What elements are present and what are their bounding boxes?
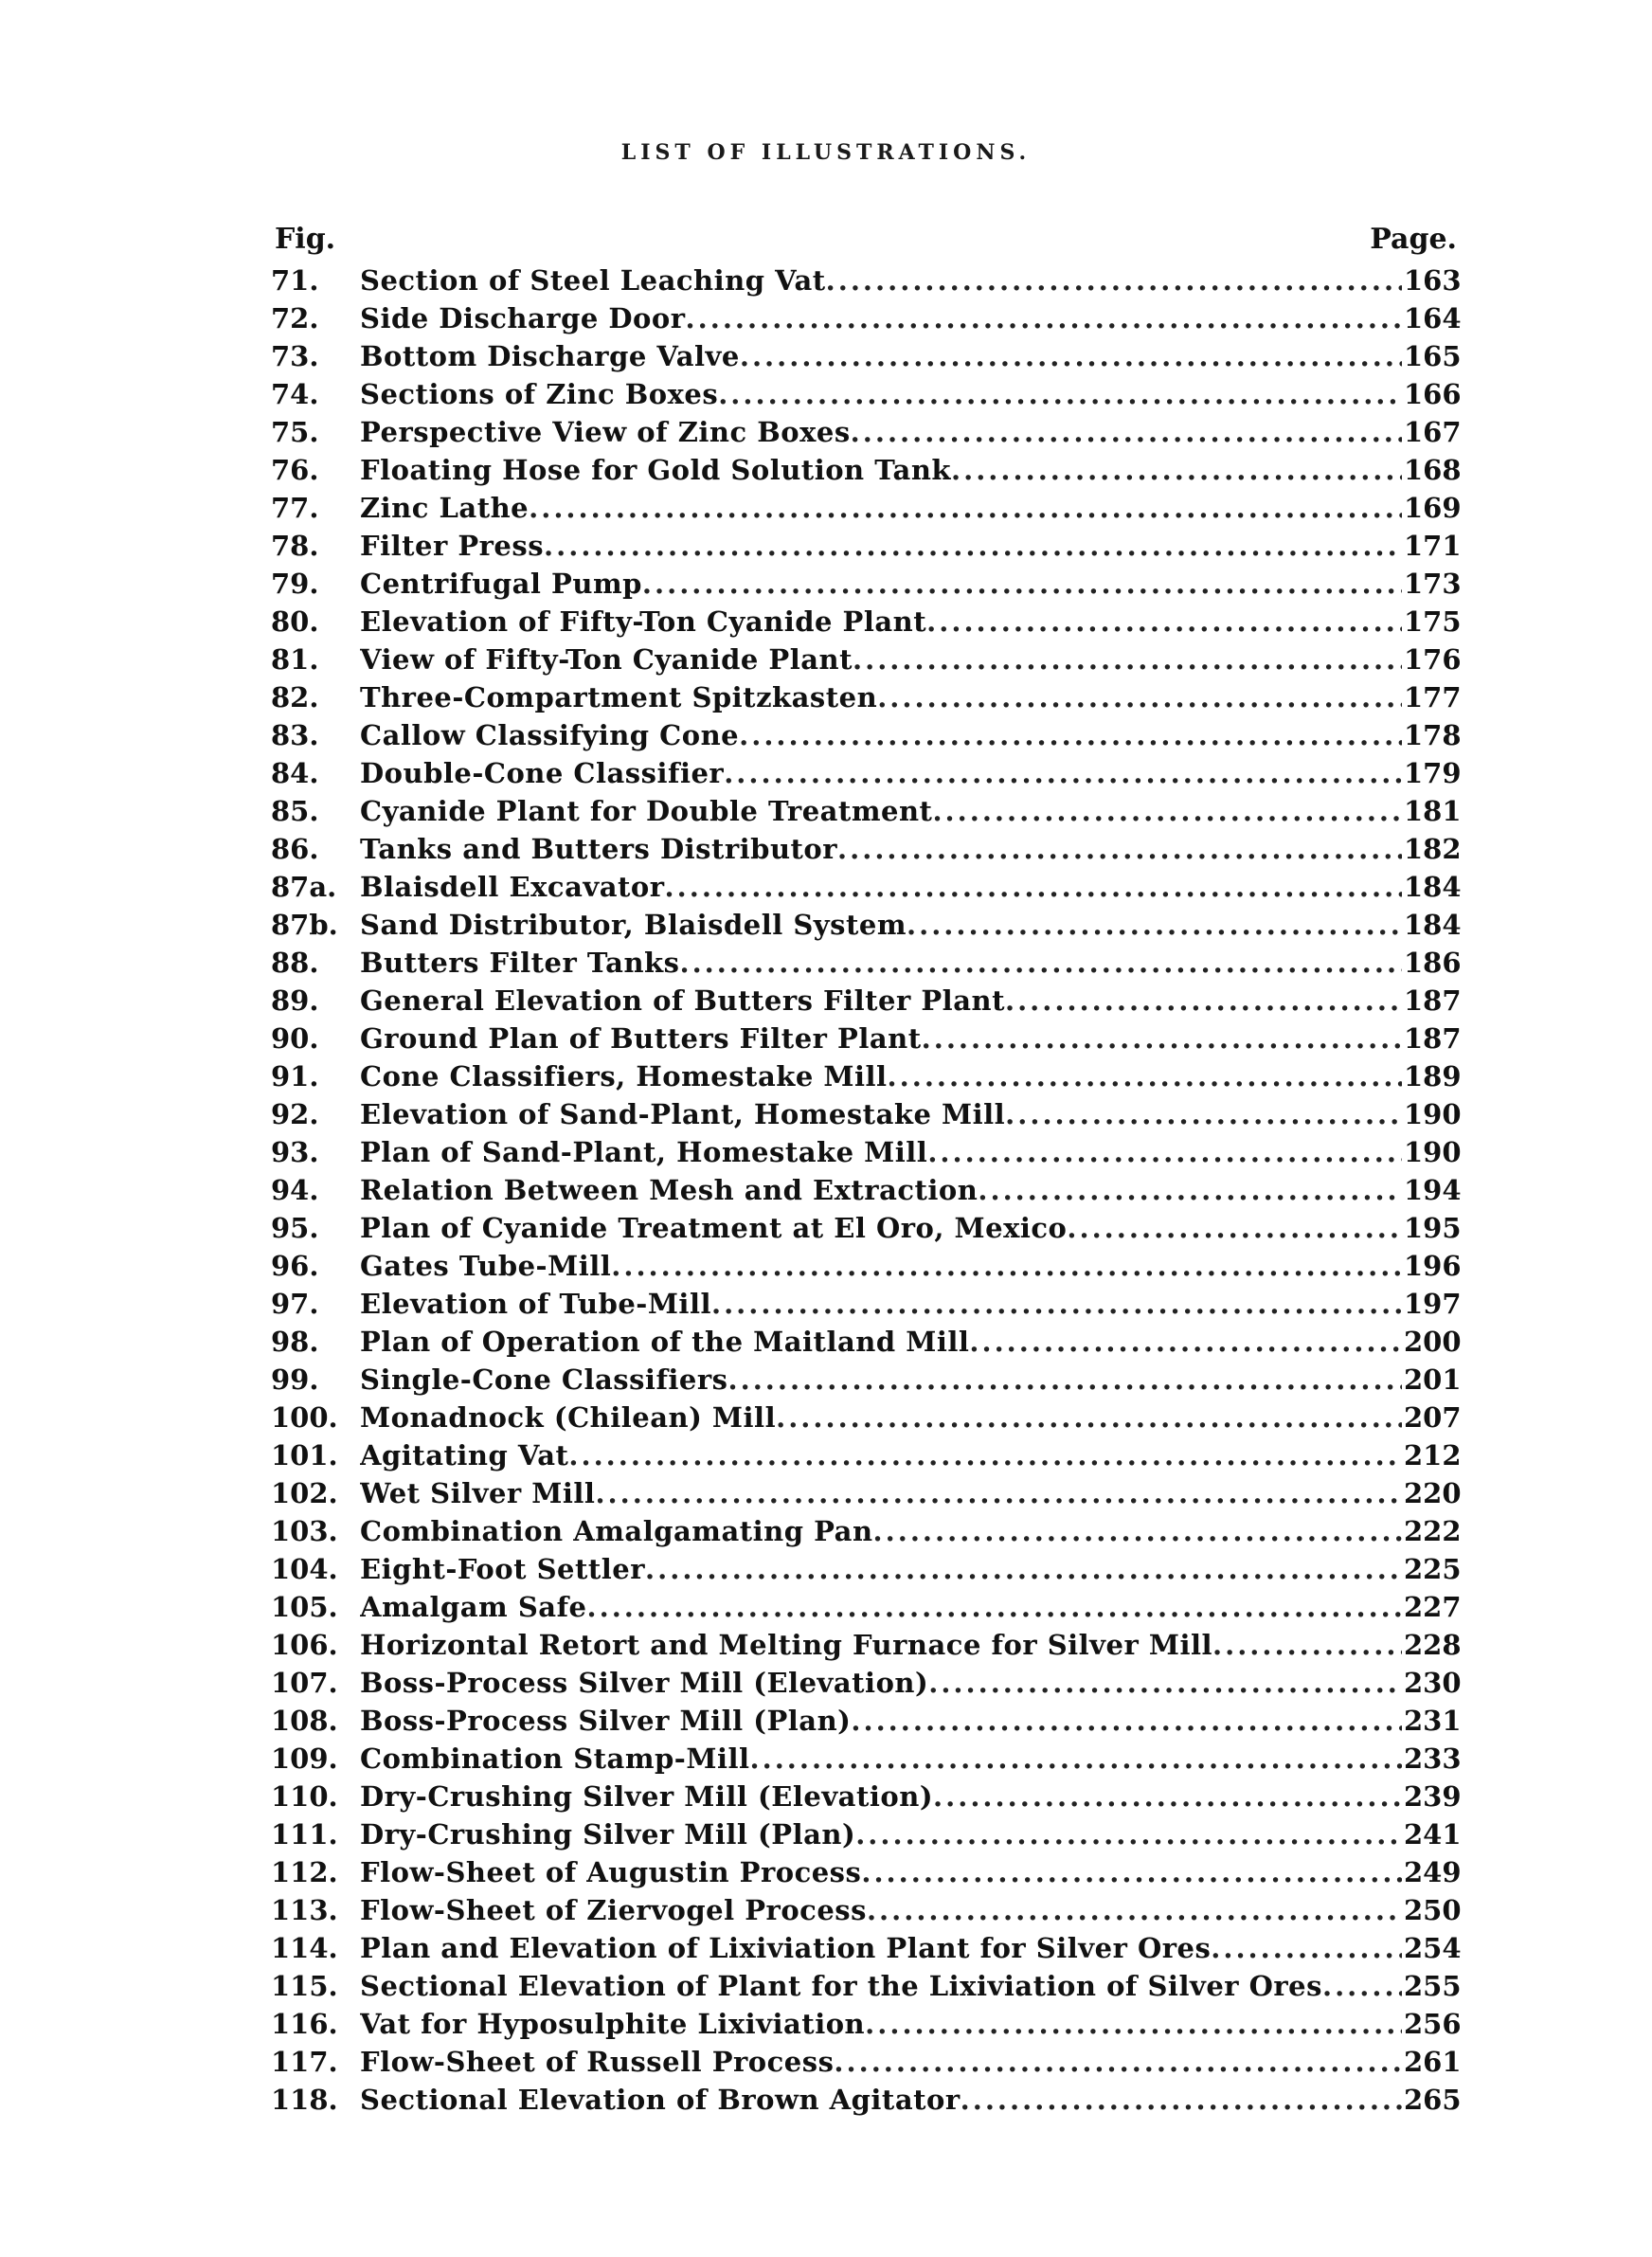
- figure-title: Agitating Vat: [360, 1439, 569, 1472]
- figure-title: Section of Steel Leaching Vat: [360, 264, 826, 297]
- list-item: [271, 1702, 1462, 1740]
- list-item: [271, 944, 1462, 982]
- figure-number: 107.: [271, 1667, 338, 1699]
- entry-line: [360, 1929, 1402, 1967]
- dot-leader: [834, 2043, 1402, 2081]
- figure-title: Combination Amalgamating Pan: [360, 1515, 873, 1547]
- page-number: 189: [1404, 1060, 1462, 1092]
- dot-leader: [1212, 1626, 1402, 1664]
- list-item: [271, 1967, 1462, 2005]
- entry-line: [360, 906, 1402, 944]
- figure-title: Horizontal Retort and Melting Furnace for Silver Mill: [360, 1629, 1212, 1661]
- entry-line: [360, 1171, 1402, 1209]
- dot-leader: [739, 716, 1402, 754]
- entry-line: [360, 1247, 1402, 1285]
- list-item: [271, 1474, 1462, 1512]
- figure-number: 97.: [271, 1288, 319, 1320]
- list-item: [271, 527, 1462, 565]
- figure-number: 75.: [271, 416, 319, 448]
- figure-title: Amalgam Safe: [360, 1591, 587, 1623]
- dot-leader: [877, 678, 1402, 716]
- figure-title: Elevation of Sand-Plant, Homestake Mill: [360, 1098, 1006, 1130]
- figure-number: 103.: [271, 1515, 338, 1547]
- figure-title: Elevation of Tube-Mill: [360, 1288, 711, 1320]
- list-item: [271, 1512, 1462, 1550]
- figure-title: Boss-Process Silver Mill (Elevation): [360, 1667, 929, 1699]
- page-number: 187: [1404, 984, 1462, 1017]
- figure-title: Wet Silver Mill: [360, 1477, 596, 1509]
- entry-line: [360, 716, 1402, 754]
- entry-line: [360, 830, 1402, 868]
- dot-leader: [961, 2081, 1402, 2119]
- figure-title: Gates Tube-Mill: [360, 1250, 612, 1282]
- figure-title: Perspective View of Zinc Boxes: [360, 416, 851, 448]
- list-item: [271, 792, 1462, 830]
- entry-line: [360, 413, 1402, 451]
- page-column-header: Page.: [1370, 223, 1457, 256]
- dot-leader: [851, 1702, 1402, 1740]
- dot-leader: [611, 1247, 1402, 1285]
- entry-line: [360, 262, 1402, 299]
- dot-leader: [665, 868, 1402, 906]
- page-number: 261: [1404, 2046, 1462, 2078]
- dot-leader: [529, 489, 1402, 527]
- dot-leader: [595, 1474, 1402, 1512]
- figure-number: 91.: [271, 1060, 319, 1092]
- figure-number: 96.: [271, 1250, 319, 1282]
- dot-leader: [711, 1285, 1402, 1323]
- dot-leader: [928, 1664, 1402, 1702]
- entry-line: [360, 1853, 1402, 1891]
- page-number: 207: [1404, 1401, 1462, 1434]
- figure-number: 77.: [271, 492, 319, 524]
- page-number: 225: [1404, 1553, 1462, 1585]
- entry-line: [360, 603, 1402, 641]
- figure-title: Zinc Lathe: [360, 492, 530, 524]
- figure-title: Three-Compartment Spitzkasten: [360, 681, 878, 713]
- figure-number: 87a.: [271, 871, 337, 903]
- figure-number: 88.: [271, 947, 319, 979]
- figure-title: Flow-Sheet of Augustin Process: [360, 1856, 862, 1888]
- list-item: [271, 1095, 1462, 1133]
- entry-line: [360, 1512, 1402, 1550]
- figure-number: 115.: [271, 1970, 338, 2002]
- list-item: [271, 1550, 1462, 1588]
- list-item: [271, 678, 1462, 716]
- dot-leader: [587, 1588, 1402, 1626]
- entry-line: [360, 527, 1402, 565]
- entry-line: [360, 944, 1402, 982]
- list-item: [271, 1171, 1462, 1209]
- entry-line: [360, 299, 1402, 337]
- figure-title: Cyanide Plant for Double Treatment: [360, 795, 933, 827]
- list-item: [271, 1436, 1462, 1474]
- dot-leader: [1211, 1929, 1402, 1967]
- dot-leader: [1322, 1967, 1402, 2005]
- figure-number: 78.: [271, 530, 319, 562]
- page-number: 164: [1404, 302, 1462, 334]
- dot-leader: [969, 1323, 1402, 1361]
- entry-line: [360, 337, 1402, 375]
- list-item: [271, 1929, 1462, 1967]
- figure-title: Sectional Elevation of Brown Agitator: [360, 2084, 961, 2116]
- list-item: [271, 1323, 1462, 1361]
- dot-leader: [544, 527, 1402, 565]
- figure-title: Blaisdell Excavator: [360, 871, 665, 903]
- entry-line: [360, 2005, 1402, 2043]
- figure-title: Elevation of Fifty-Ton Cyanide Plant: [360, 605, 927, 638]
- dot-leader: [926, 603, 1402, 641]
- figure-number: 104.: [271, 1553, 338, 1585]
- list-item: [271, 1361, 1462, 1399]
- list-item: [271, 451, 1462, 489]
- figure-number: 72.: [271, 302, 319, 334]
- figure-title: Ground Plan of Butters Filter Plant: [360, 1022, 922, 1055]
- list-item: [271, 982, 1462, 1020]
- figure-number: 101.: [271, 1439, 338, 1472]
- list-item: [271, 830, 1462, 868]
- figure-title: View of Fifty-Ton Cyanide Plant: [360, 643, 853, 676]
- entry-line: [360, 792, 1402, 830]
- figure-title: Plan of Operation of the Maitland Mill: [360, 1326, 970, 1358]
- entry-line: [360, 451, 1402, 489]
- list-item: [271, 375, 1462, 413]
- page-number: 168: [1404, 454, 1462, 486]
- figure-number: 98.: [271, 1326, 319, 1358]
- figure-title: Sectional Elevation of Plant for the Lixiviation of Silver Ores: [360, 1970, 1322, 2002]
- page-number: 250: [1404, 1894, 1462, 1926]
- figure-title: Side Discharge Door: [360, 302, 686, 334]
- list-item: [271, 754, 1462, 792]
- figure-number: 110.: [271, 1780, 338, 1813]
- dot-leader: [1005, 1095, 1402, 1133]
- figure-number: 87b.: [271, 909, 338, 941]
- entry-line: [360, 1095, 1402, 1133]
- figure-number: 84.: [271, 757, 319, 789]
- page-number: 167: [1404, 416, 1462, 448]
- page-number: 165: [1404, 340, 1462, 372]
- dot-leader: [865, 2005, 1402, 2043]
- figure-number: 112.: [271, 1856, 338, 1888]
- page-number: 169: [1404, 492, 1462, 524]
- figure-number: 106.: [271, 1629, 338, 1661]
- page-number: 181: [1404, 795, 1462, 827]
- dot-leader: [724, 754, 1402, 792]
- dot-leader: [978, 1171, 1402, 1209]
- figure-title: Butters Filter Tanks: [360, 947, 680, 979]
- entry-line: [360, 2043, 1402, 2081]
- page-number: 212: [1404, 1439, 1462, 1472]
- figure-number: 117.: [271, 2046, 338, 2078]
- page-number: 227: [1404, 1591, 1462, 1623]
- page-number: 178: [1404, 719, 1462, 751]
- entry-line: [360, 982, 1402, 1020]
- figure-title: Dry-Crushing Silver Mill (Elevation): [360, 1780, 934, 1813]
- entry-line: [360, 1967, 1402, 2005]
- list-item: [271, 1020, 1462, 1057]
- list-item: [271, 1588, 1462, 1626]
- list-item: [271, 1664, 1462, 1702]
- entry-line: [360, 2081, 1402, 2119]
- page-number: 241: [1404, 1818, 1462, 1851]
- entry-line: [360, 1778, 1402, 1815]
- page-number: 201: [1404, 1363, 1462, 1396]
- entry-line: [360, 1209, 1402, 1247]
- dot-leader: [679, 944, 1402, 982]
- dot-leader: [826, 262, 1402, 299]
- page-number: 184: [1404, 871, 1462, 903]
- figure-number: 81.: [271, 643, 319, 676]
- page-number: 166: [1404, 378, 1462, 410]
- column-headers: [275, 223, 1457, 261]
- entry-line: [360, 1436, 1402, 1474]
- entry-line: [360, 565, 1402, 603]
- dot-leader: [861, 1853, 1402, 1891]
- list-item: [271, 489, 1462, 527]
- page-number: 254: [1404, 1932, 1462, 1964]
- page-number: 163: [1404, 264, 1462, 297]
- list-item: [271, 1057, 1462, 1095]
- figure-number: 86.: [271, 833, 319, 865]
- list-item: [271, 1778, 1462, 1815]
- list-item: [271, 1247, 1462, 1285]
- list-item: [271, 1626, 1462, 1664]
- page-number: 228: [1404, 1629, 1462, 1661]
- dot-leader: [718, 375, 1402, 413]
- figure-title: Boss-Process Silver Mill (Plan): [360, 1705, 852, 1737]
- dot-leader: [642, 565, 1402, 603]
- entry-line: [360, 1815, 1402, 1853]
- page-number: 179: [1404, 757, 1462, 789]
- figure-title: General Elevation of Butters Filter Plant: [360, 984, 1005, 1017]
- figure-title: Plan and Elevation of Lixiviation Plant for Silver Ores: [360, 1932, 1212, 1964]
- dot-leader: [933, 1778, 1402, 1815]
- list-item: [271, 1399, 1462, 1436]
- figure-number: 80.: [271, 605, 319, 638]
- dot-leader: [645, 1550, 1402, 1588]
- page-number: 184: [1404, 909, 1462, 941]
- dot-leader: [873, 1512, 1402, 1550]
- list-item: [271, 868, 1462, 906]
- page-number: 190: [1404, 1098, 1462, 1130]
- figure-number: 118.: [271, 2084, 338, 2116]
- page-number: 176: [1404, 643, 1462, 676]
- entry-line: [360, 1664, 1402, 1702]
- page-number: 187: [1404, 1022, 1462, 1055]
- entry-line: [360, 1020, 1402, 1057]
- figure-title: Sections of Zinc Boxes: [360, 378, 719, 410]
- dot-leader: [686, 299, 1402, 337]
- figure-number: 82.: [271, 681, 319, 713]
- figure-number: 109.: [271, 1742, 338, 1775]
- page-number: 220: [1404, 1477, 1462, 1509]
- entry-line: [360, 641, 1402, 678]
- dot-leader: [853, 641, 1402, 678]
- page-number: 171: [1404, 530, 1462, 562]
- figure-number: 79.: [271, 568, 319, 600]
- figure-number: 113.: [271, 1894, 338, 1926]
- dot-leader: [568, 1436, 1402, 1474]
- figure-title: Filter Press: [360, 530, 545, 562]
- entry-line: [360, 1702, 1402, 1740]
- entry-line: [360, 1588, 1402, 1626]
- page-number: 177: [1404, 681, 1462, 713]
- page-number: 175: [1404, 605, 1462, 638]
- list-item: [271, 1209, 1462, 1247]
- entry-line: [360, 375, 1402, 413]
- fig-column-header: Fig.: [275, 223, 336, 256]
- page-number: 182: [1404, 833, 1462, 865]
- figure-title: Double-Cone Classifier: [360, 757, 725, 789]
- entry-line: [360, 1550, 1402, 1588]
- list-item: [271, 1891, 1462, 1929]
- list-item: [271, 1285, 1462, 1323]
- figure-title: Flow-Sheet of Russell Process: [360, 2046, 835, 2078]
- figure-title: Cone Classifiers, Homestake Mill: [360, 1060, 888, 1092]
- page-number: 196: [1404, 1250, 1462, 1282]
- figure-number: 100.: [271, 1401, 338, 1434]
- dot-leader: [750, 1740, 1403, 1778]
- list-item: [271, 716, 1462, 754]
- figure-number: 95.: [271, 1212, 319, 1244]
- entry-line: [360, 678, 1402, 716]
- figure-title: Tanks and Butters Distributor: [360, 833, 838, 865]
- list-item: [271, 565, 1462, 603]
- figure-title: Flow-Sheet of Ziervogel Process: [360, 1894, 867, 1926]
- entry-line: [360, 489, 1402, 527]
- figure-number: 90.: [271, 1022, 319, 1055]
- list-item: [271, 2005, 1462, 2043]
- entry-line: [360, 1474, 1402, 1512]
- page-number: 200: [1404, 1326, 1462, 1358]
- figure-number: 73.: [271, 340, 319, 372]
- figure-title: Plan of Sand-Plant, Homestake Mill: [360, 1136, 928, 1168]
- entry-line: [360, 754, 1402, 792]
- figure-number: 105.: [271, 1591, 338, 1623]
- figure-title: Single-Cone Classifiers: [360, 1363, 728, 1396]
- page-number: 239: [1404, 1780, 1462, 1813]
- dot-leader: [907, 906, 1402, 944]
- page-number: 194: [1404, 1174, 1462, 1206]
- page-title: LIST OF ILLUSTRATIONS.: [620, 140, 1032, 165]
- page-number: 230: [1404, 1667, 1462, 1699]
- figure-number: 111.: [271, 1818, 338, 1851]
- dot-leader: [776, 1399, 1402, 1436]
- page-number: 195: [1404, 1212, 1462, 1244]
- dot-leader: [740, 337, 1402, 375]
- entry-line: [360, 868, 1402, 906]
- page-number: 233: [1404, 1742, 1462, 1775]
- list-item: [271, 299, 1462, 337]
- entry-line: [360, 1361, 1402, 1399]
- figure-title: Plan of Cyanide Treatment at El Oro, Mexico: [360, 1212, 1068, 1244]
- list-item: [271, 2043, 1462, 2081]
- dot-leader: [927, 1133, 1402, 1171]
- figure-number: 85.: [271, 795, 319, 827]
- figure-title: Vat for Hyposulphite Lixiviation: [360, 2008, 866, 2040]
- figure-number: 114.: [271, 1932, 338, 1964]
- dot-leader: [951, 451, 1402, 489]
- figure-number: 93.: [271, 1136, 319, 1168]
- figure-number: 71.: [271, 264, 319, 297]
- figure-number: 74.: [271, 378, 319, 410]
- list-item: [271, 906, 1462, 944]
- page-number: 231: [1404, 1705, 1462, 1737]
- entry-line: [360, 1891, 1402, 1929]
- figure-title: Monadnock (Chilean) Mill: [360, 1401, 777, 1434]
- page-number: 255: [1404, 1970, 1462, 2002]
- list-item: [271, 1740, 1462, 1778]
- figure-title: Relation Between Mesh and Extraction: [360, 1174, 979, 1206]
- figure-number: 76.: [271, 454, 319, 486]
- list-item: [271, 641, 1462, 678]
- figure-number: 83.: [271, 719, 319, 751]
- dot-leader: [851, 413, 1402, 451]
- list-item: [271, 1133, 1462, 1171]
- list-item: [271, 337, 1462, 375]
- figure-title: Sand Distributor, Blaisdell System: [360, 909, 907, 941]
- illustration-list: [271, 262, 1462, 2119]
- dot-leader: [728, 1361, 1403, 1399]
- figure-title: Floating Hose for Gold Solution Tank: [360, 454, 952, 486]
- figure-title: Bottom Discharge Valve: [360, 340, 740, 372]
- entry-line: [360, 1626, 1402, 1664]
- figure-title: Callow Classifying Cone: [360, 719, 740, 751]
- page-number: 249: [1404, 1856, 1462, 1888]
- list-item: [271, 603, 1462, 641]
- figure-number: 92.: [271, 1098, 319, 1130]
- page-number: 186: [1404, 947, 1462, 979]
- figure-title: Eight-Foot Settler: [360, 1553, 646, 1585]
- figure-number: 89.: [271, 984, 319, 1017]
- list-item: [271, 1853, 1462, 1891]
- page-number: 197: [1404, 1288, 1462, 1320]
- figure-title: Combination Stamp-Mill: [360, 1742, 750, 1775]
- entry-line: [360, 1740, 1402, 1778]
- list-item: [271, 413, 1462, 451]
- page-number: 222: [1404, 1515, 1462, 1547]
- page-number: 256: [1404, 2008, 1462, 2040]
- dot-leader: [932, 792, 1402, 830]
- list-item: [271, 262, 1462, 299]
- figure-title: Dry-Crushing Silver Mill (Plan): [360, 1818, 856, 1851]
- entry-line: [360, 1399, 1402, 1436]
- figure-number: 108.: [271, 1705, 338, 1737]
- figure-number: 94.: [271, 1174, 319, 1206]
- dot-leader: [888, 1057, 1402, 1095]
- entry-line: [360, 1323, 1402, 1361]
- dot-leader: [867, 1891, 1402, 1929]
- page-number: 265: [1404, 2084, 1462, 2116]
- list-item: [271, 1815, 1462, 1853]
- page-number: 173: [1404, 568, 1462, 600]
- dot-leader: [1005, 982, 1402, 1020]
- figure-number: 99.: [271, 1363, 319, 1396]
- page-number: 190: [1404, 1136, 1462, 1168]
- entry-line: [360, 1285, 1402, 1323]
- figure-number: 116.: [271, 2008, 338, 2040]
- list-item: [271, 2081, 1462, 2119]
- dot-leader: [855, 1815, 1402, 1853]
- entry-line: [360, 1057, 1402, 1095]
- figure-number: 102.: [271, 1477, 338, 1509]
- dot-leader: [1067, 1209, 1402, 1247]
- dot-leader: [922, 1020, 1402, 1057]
- dot-leader: [837, 830, 1402, 868]
- figure-title: Centrifugal Pump: [360, 568, 642, 600]
- entry-line: [360, 1133, 1402, 1171]
